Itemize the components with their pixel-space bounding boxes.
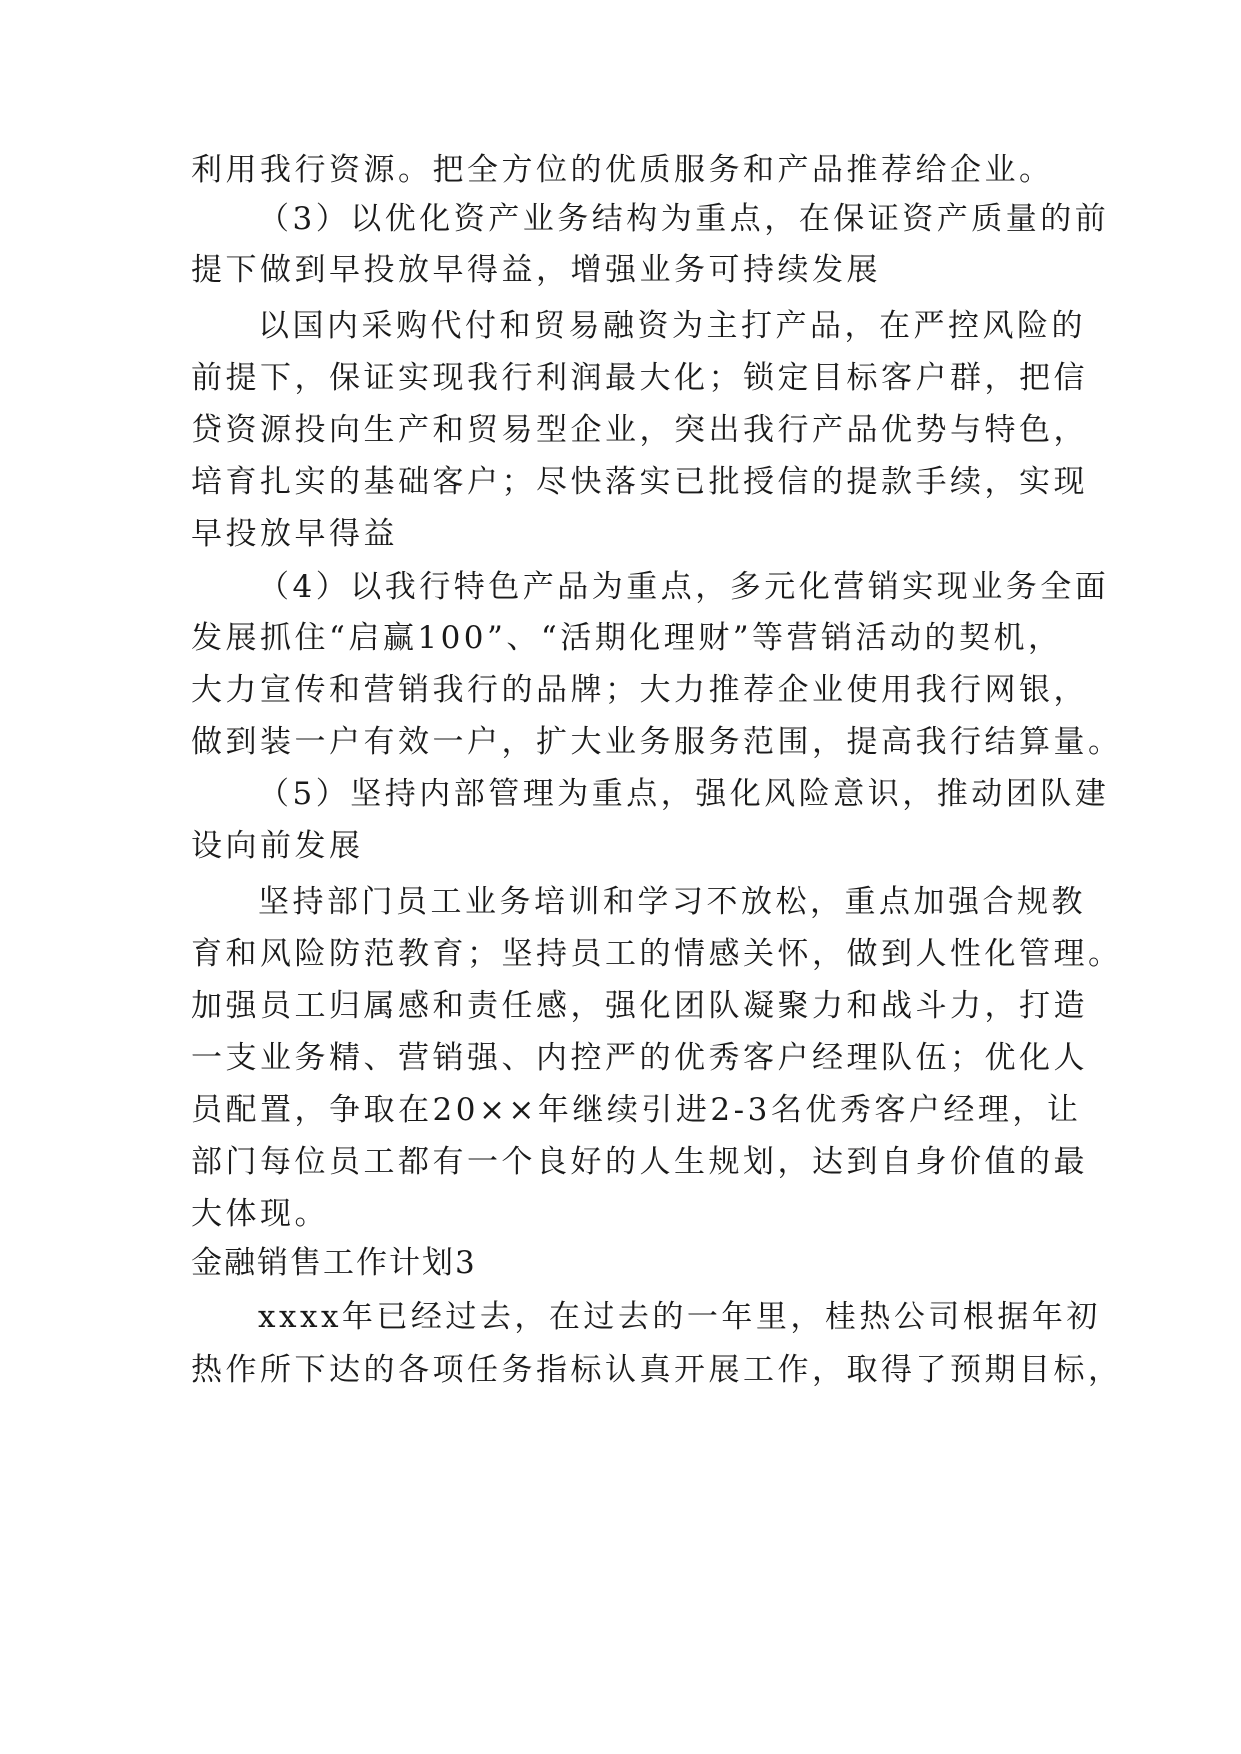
text-line: 部门每位员工都有一个良好的人生规划，达到自身价值的最 xyxy=(191,1144,1088,1180)
text-line: 一支业务精、营销强、内控严的优秀客户经理队伍；优化人 xyxy=(191,1040,1088,1076)
text-line: 大体现。 xyxy=(191,1196,329,1232)
text-line: 坚持部门员工业务培训和学习不放松，重点加强合规教 xyxy=(258,884,1086,920)
text-line: 大力宣传和营销我行的品牌；大力推荐企业使用我行网银， xyxy=(191,672,1088,708)
text-line: 发展抓住“启赢100”、“活期化理财”等营销活动的契机， xyxy=(191,620,1063,656)
text-line: 加强员工归属感和责任感，强化团队凝聚力和战斗力，打造 xyxy=(191,988,1088,1024)
text-line: 热作所下达的各项任务指标认真开展工作，取得了预期目标， xyxy=(191,1352,1123,1388)
text-line: xxxx年已经过去，在过去的一年里，桂热公司根据年初 xyxy=(258,1299,1101,1335)
text-line: 培育扎实的基础客户；尽快落实已批授信的提款手续，实现 xyxy=(191,464,1088,500)
text-line: 提下做到早投放早得益，增强业务可持续发展 xyxy=(191,252,881,288)
text-line: 设向前发展 xyxy=(191,828,364,864)
text-line: （5）坚持内部管理为重点，强化风险意识，推动团队建 xyxy=(258,776,1110,812)
text-line: 贷资源投向生产和贸易型企业，突出我行产品优势与特色， xyxy=(191,412,1088,448)
text-line: 利用我行资源。把全方位的优质服务和产品推荐给企业。 xyxy=(191,152,1054,188)
text-line: （4）以我行特色产品为重点，多元化营销实现业务全面 xyxy=(258,569,1110,605)
text-line: 前提下，保证实现我行利润最大化；锁定目标客户群，把信 xyxy=(191,360,1088,396)
section-heading: 金融销售工作计划3 xyxy=(191,1245,477,1281)
text-line: 以国内采购代付和贸易融资为主打产品，在严控风险的 xyxy=(258,308,1086,344)
text-line: 早投放早得益 xyxy=(191,516,398,552)
text-line: 育和风险防范教育；坚持员工的情感关怀，做到人性化管理。 xyxy=(191,936,1123,972)
text-line: （3）以优化资产业务结构为重点，在保证资产质量的前 xyxy=(258,201,1110,237)
text-line: 员配置，争取在20××年继续引进2-3名优秀客户经理，让 xyxy=(191,1092,1082,1128)
text-line: 做到装一户有效一户，扩大业务服务范围，提高我行结算量。 xyxy=(191,724,1123,760)
